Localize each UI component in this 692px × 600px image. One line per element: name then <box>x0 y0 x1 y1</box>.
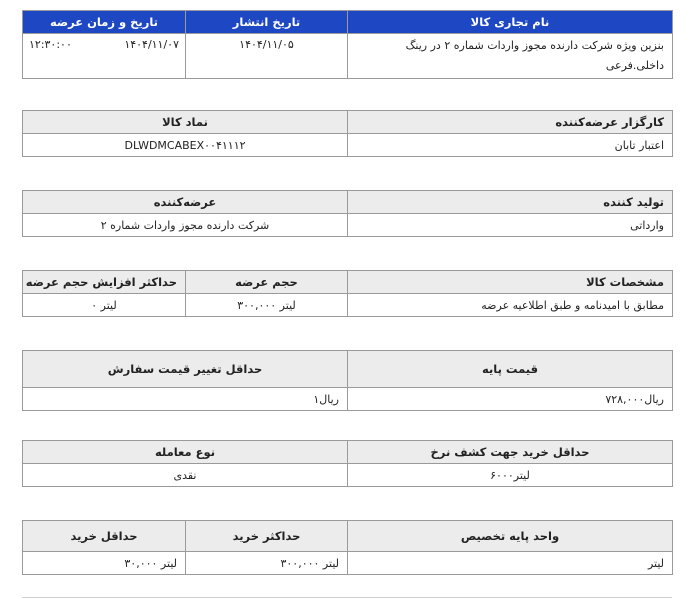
header-spec: مشخصات کالا <box>348 271 673 294</box>
volume-value: لیتر ۳۰۰,۰۰۰ <box>186 294 348 317</box>
publish-date-value: ۱۴۰۴/۱۱/۰۵ <box>186 34 348 79</box>
header-max-buy: حداکثر خرید <box>186 521 348 552</box>
spec-table <box>22 270 673 317</box>
header-offer-datetime: تاریخ و زمان عرضه <box>23 11 186 34</box>
header-min-discovery: حداقل خرید جهت کشف نرخ <box>348 441 673 464</box>
producer-value: وارداتی <box>348 214 673 237</box>
max-buy-value: لیتر ۳۰۰,۰۰۰ <box>186 552 348 575</box>
symbol-value <box>23 134 348 157</box>
header-broker: کارگزار عرضه‌کننده <box>348 111 673 134</box>
trade-type-value: نقدی <box>23 464 348 487</box>
offer-datetime-cell <box>23 34 186 79</box>
header-product-name: نام تجاری کالا <box>348 11 673 34</box>
product-header-table <box>22 10 673 79</box>
base-price-value: ریال۷۲۸,۰۰۰ <box>348 388 673 411</box>
price-table <box>22 350 673 411</box>
header-symbol: نماد کالا <box>23 111 348 134</box>
broker-table <box>22 110 673 157</box>
header-min-change: حداقل تغییر قیمت سفارش <box>23 351 348 388</box>
min-buy-value: لیتر ۳۰,۰۰۰ <box>23 552 186 575</box>
broker-value: اعتبار تابان <box>348 134 673 157</box>
min-discovery-value: لیتر۶۰۰۰ <box>348 464 673 487</box>
header-max-increase: حداکثر افزایش حجم عرضه <box>23 271 186 294</box>
offer-time-value: ۱۲:۳۰:۰۰ <box>29 38 72 51</box>
header-base-price: قیمت پایه <box>348 351 673 388</box>
symbol-text: DLWDMCABEX۰۰۴۱۱۱۲ <box>124 138 246 152</box>
trade-table <box>22 440 673 487</box>
header-producer: تولید کننده <box>348 191 673 214</box>
offer-date-value: ۱۴۰۴/۱۱/۰۷ <box>124 38 179 51</box>
min-change-value: ریال۱ <box>23 388 348 411</box>
max-increase-value: لیتر ۰ <box>23 294 186 317</box>
supplier-value: شرکت دارنده مجوز واردات شماره ۲ <box>23 214 348 237</box>
product-name-value: بنزین ویژه شرکت دارنده مجوز واردات شماره ۲ در رینگ داخلی.فرعی <box>348 34 673 79</box>
bottom-divider <box>22 597 672 598</box>
header-trade-type: نوع معامله <box>23 441 348 464</box>
header-publish-date: تاریخ انتشار <box>186 11 348 34</box>
header-supplier: عرضه‌کننده <box>23 191 348 214</box>
unit-value: لیتر <box>348 552 673 575</box>
unit-table <box>22 520 673 575</box>
spec-value: مطابق با امیدنامه و طبق اطلاعیه عرضه <box>348 294 673 317</box>
header-min-buy: حداقل خرید <box>23 521 186 552</box>
producer-table <box>22 190 673 237</box>
header-volume: حجم عرضه <box>186 271 348 294</box>
header-unit: واحد پایه تخصیص <box>348 521 673 552</box>
